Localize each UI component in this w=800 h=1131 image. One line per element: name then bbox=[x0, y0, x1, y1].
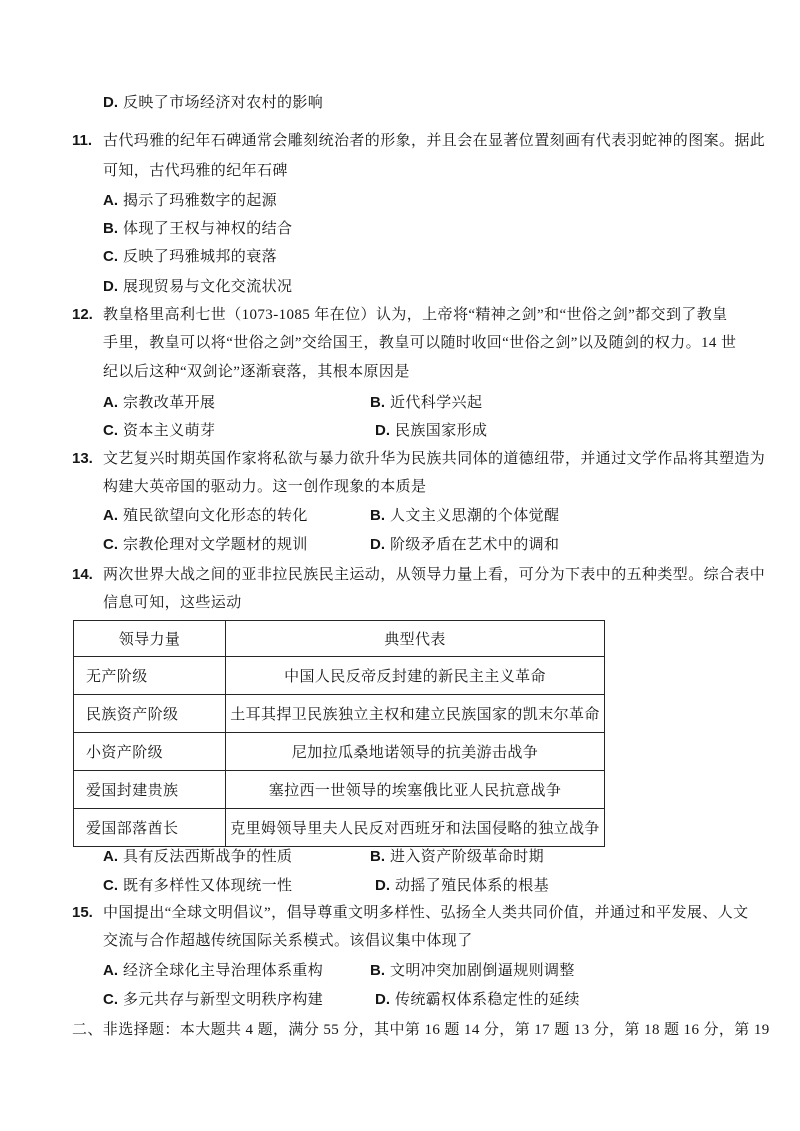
table-cell-representative: 克里姆领导里夫人民反对西班牙和法国侵略的独立战争 bbox=[226, 809, 605, 847]
question-11-line-2: 可知，古代玛雅的纪年石碑 bbox=[103, 163, 288, 179]
option-label: B. bbox=[370, 848, 385, 865]
question-12-line-1 bbox=[72, 305, 728, 325]
option-text: 具有反法西斯战争的性质 bbox=[123, 849, 293, 865]
table-cell-representative: 尼加拉瓜桑地诺领导的抗美游击战争 bbox=[226, 733, 605, 771]
table-cell-leadership: 无产阶级 bbox=[74, 657, 226, 695]
option-label: D. bbox=[375, 877, 390, 894]
table-cell-representative: 中国人民反帝反封建的新民主主义革命 bbox=[226, 657, 605, 695]
option-text: 多元共存与新型文明秩序构建 bbox=[123, 992, 324, 1008]
question-14-option-d bbox=[375, 876, 549, 896]
option-label: D. bbox=[103, 94, 118, 111]
table-header-row bbox=[74, 621, 605, 657]
question-13-option-d bbox=[370, 535, 559, 555]
table-row bbox=[74, 695, 605, 733]
option-text: 进入资产阶级革命时期 bbox=[390, 849, 545, 865]
option-text: 动摇了殖民体系的根基 bbox=[395, 878, 550, 894]
table-cell-leadership: 民族资产阶级 bbox=[74, 695, 226, 733]
option-label: A. bbox=[103, 848, 118, 865]
question-14-option-b bbox=[370, 847, 544, 867]
question-11-text: 古代玛雅的纪年石碑通常会雕刻统治者的形象，并且会在显著位置刻画有代表羽蛇神的图案。据此 bbox=[103, 133, 766, 149]
question-14-table bbox=[73, 620, 605, 847]
option-text: 人文主义思潮的个体觉醒 bbox=[390, 508, 560, 524]
option-label: B. bbox=[370, 962, 385, 979]
question-11-option-d bbox=[103, 277, 292, 297]
question-13-option-c bbox=[103, 535, 308, 555]
option-label: C. bbox=[103, 536, 118, 553]
table-cell-representative: 土耳其捍卫民族独立主权和建立民族国家的凯末尔革命 bbox=[226, 695, 605, 733]
question-13-line-1 bbox=[72, 449, 765, 469]
question-12-text: 教皇格里高利七世（1073-1085 年在位）认为，上帝将“精神之剑”和“世俗之剑”都交到了教皇 bbox=[103, 307, 728, 323]
section-2-header: 二、非选择题：本大题共 4 题，满分 55 分，其中第 16 题 14 分，第 17 题 13 分，第 18 题 16 分，第 19 bbox=[72, 1022, 770, 1038]
question-14-line-1 bbox=[72, 565, 765, 585]
option-text: 宗教伦理对文学题材的规训 bbox=[123, 537, 308, 553]
option-label: D. bbox=[375, 422, 390, 439]
question-14-option-a bbox=[103, 847, 292, 867]
question-15-line-2: 交流与合作超越传统国际关系模式。该倡议集中体现了 bbox=[103, 933, 473, 949]
question-12-number: 12. bbox=[72, 306, 93, 323]
question-13-line-2: 构建大英帝国的驱动力。这一创作现象的本质是 bbox=[103, 479, 427, 495]
option-label: C. bbox=[103, 991, 118, 1008]
question-12-option-a bbox=[103, 393, 215, 413]
option-text: 资本主义萌芽 bbox=[123, 423, 216, 439]
question-11-option-a bbox=[103, 191, 277, 211]
option-text: 揭示了玛雅数字的起源 bbox=[123, 193, 278, 209]
question-15-number: 15. bbox=[72, 904, 93, 921]
option-text: 经济全球化主导治理体系重构 bbox=[123, 963, 324, 979]
option-text: 文明冲突加剧倒逼规则调整 bbox=[390, 963, 575, 979]
question-14-number: 14. bbox=[72, 566, 93, 583]
option-label: B. bbox=[103, 220, 118, 237]
option-text: 展现贸易与文化交流状况 bbox=[123, 279, 293, 295]
question-14-line-2: 信息可知，这些运动 bbox=[103, 595, 242, 611]
table-row bbox=[74, 771, 605, 809]
table-cell-representative: 塞拉西一世领导的埃塞俄比亚人民抗意战争 bbox=[226, 771, 605, 809]
option-text: 民族国家形成 bbox=[395, 423, 488, 439]
option-label: D. bbox=[103, 278, 118, 295]
table-row bbox=[74, 733, 605, 771]
question-12-option-c bbox=[103, 421, 215, 441]
question-12-option-b bbox=[370, 393, 482, 413]
option-label: C. bbox=[103, 422, 118, 439]
question-14-option-c bbox=[103, 876, 292, 896]
option-label: A. bbox=[103, 962, 118, 979]
option-text: 近代科学兴起 bbox=[390, 395, 483, 411]
option-text: 阶级矛盾在艺术中的调和 bbox=[390, 537, 560, 553]
question-12-option-d bbox=[375, 421, 487, 441]
option-label: B. bbox=[370, 394, 385, 411]
table-cell-leadership: 小资产阶级 bbox=[74, 733, 226, 771]
question-13-number: 13. bbox=[72, 450, 93, 467]
table-header-leadership: 领导力量 bbox=[74, 621, 226, 657]
table-header-representative: 典型代表 bbox=[226, 621, 605, 657]
option-label: A. bbox=[103, 192, 118, 209]
table-cell-leadership: 爱国封建贵族 bbox=[74, 771, 226, 809]
option-text: 宗教改革开展 bbox=[123, 395, 216, 411]
option-text: 反映了市场经济对农村的影响 bbox=[123, 95, 324, 111]
question-11-number: 11. bbox=[72, 132, 93, 149]
table-row bbox=[74, 657, 605, 695]
option-label: A. bbox=[103, 507, 118, 524]
question-15-option-b bbox=[370, 961, 575, 981]
table-row bbox=[74, 809, 605, 847]
question-11-option-c bbox=[103, 247, 277, 267]
option-label: D. bbox=[370, 536, 385, 553]
table-cell-leadership: 爱国部落酋长 bbox=[74, 809, 226, 847]
option-label: B. bbox=[370, 507, 385, 524]
option-label: A. bbox=[103, 394, 118, 411]
question-14-text: 两次世界大战之间的亚非拉民族民主运动，从领导力量上看，可分为下表中的五种类型。综合表中 bbox=[103, 567, 766, 583]
question-15-option-d bbox=[375, 990, 580, 1010]
option-text: 体现了王权与神权的结合 bbox=[123, 221, 293, 237]
option-label: C. bbox=[103, 877, 118, 894]
question-13-option-a bbox=[103, 506, 308, 526]
question-15-text: 中国提出“全球文明倡议”，倡导尊重文明多样性、弘扬全人类共同价值，并通过和平发展、人文 bbox=[103, 905, 749, 921]
option-text: 传统霸权体系稳定性的延续 bbox=[395, 992, 580, 1008]
option-label: C. bbox=[103, 248, 118, 265]
option-text: 殖民欲望向文化形态的转化 bbox=[123, 508, 308, 524]
question-15-option-a bbox=[103, 961, 323, 981]
option-text: 反映了玛雅城邦的衰落 bbox=[123, 249, 278, 265]
question-15-line-1 bbox=[72, 903, 749, 923]
option-label: D. bbox=[375, 991, 390, 1008]
question-11-option-b bbox=[103, 219, 292, 239]
question-10-option-d bbox=[103, 93, 323, 113]
option-text: 既有多样性又体现统一性 bbox=[123, 878, 293, 894]
question-11-line-1 bbox=[72, 131, 765, 151]
question-13-text: 文艺复兴时期英国作家将私欲与暴力欲升华为民族共同体的道德纽带，并通过文学作品将其塑造为 bbox=[103, 451, 766, 467]
question-13-option-b bbox=[370, 506, 559, 526]
question-15-option-c bbox=[103, 990, 323, 1010]
question-12-line-2: 手里，教皇可以将“世俗之剑”交给国王，教皇可以随时收回“世俗之剑”以及随剑的权力。14 世 bbox=[103, 335, 737, 351]
question-12-line-3: 纪以后这种“双剑论”逐渐衰落，其根本原因是 bbox=[103, 364, 410, 380]
